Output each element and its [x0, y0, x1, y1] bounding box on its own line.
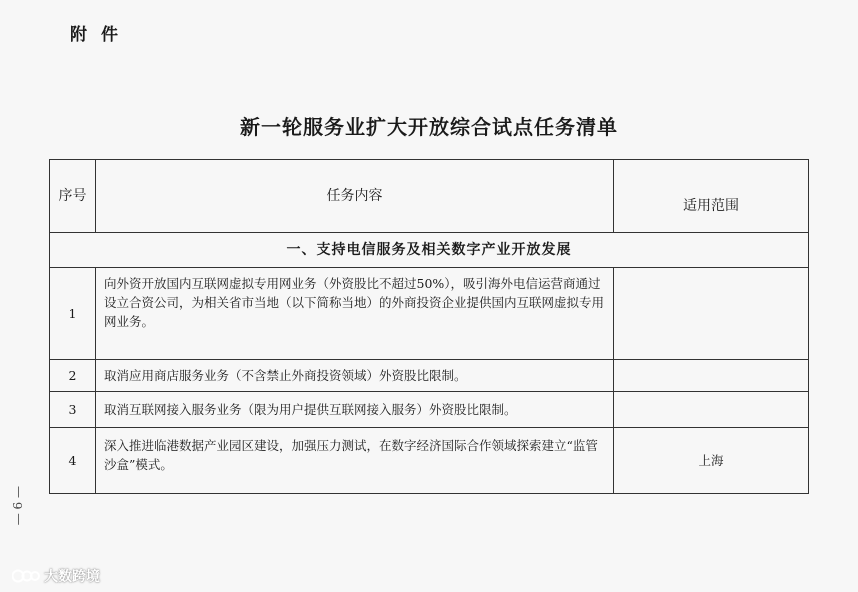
- table-header-row: [50, 160, 809, 233]
- row-num: 3: [50, 392, 96, 428]
- row-scope: [614, 268, 809, 360]
- row-content: 取消应用商店服务业务（不含禁止外商投资领域）外资股比限制。: [96, 360, 614, 392]
- header-content: 任务内容: [96, 160, 614, 233]
- row-scope: [614, 360, 809, 392]
- table-row: [50, 428, 809, 494]
- page-number: [10, 486, 25, 529]
- page-number-text: — 6 —: [11, 486, 25, 526]
- table-row: [50, 360, 809, 392]
- header-scope: 适用范围: [614, 160, 809, 233]
- watermark-logo-icon: [12, 568, 40, 584]
- row-num: 2: [50, 360, 96, 392]
- task-table: [49, 159, 809, 494]
- row-num: 1: [50, 268, 96, 360]
- row-scope: 上海: [614, 428, 809, 494]
- section-row: [50, 233, 809, 268]
- header-num: 序号: [50, 160, 96, 233]
- watermark-text: 大数跨境: [44, 569, 100, 585]
- row-scope: [614, 392, 809, 428]
- watermark: [12, 566, 100, 586]
- annex-label: 附件: [70, 25, 132, 45]
- row-content: 取消互联网接入服务业务（限为用户提供互联网接入服务）外资股比限制。: [96, 392, 614, 428]
- section-title: 一、支持电信服务及相关数字产业开放发展: [50, 233, 809, 268]
- table-row: [50, 392, 809, 428]
- table-row: [50, 268, 809, 360]
- document-title: 新一轮服务业扩大开放综合试点任务清单: [240, 115, 618, 139]
- row-content: 深入推进临港数据产业园区建设，加强压力测试，在数字经济国际合作领域探索建立“监管沙盒”模式。: [96, 428, 614, 494]
- row-content: 向外资开放国内互联网虚拟专用网业务（外资股比不超过50%），吸引海外电信运营商通过设立合资公司，为相关省市当地（以下简称当地）的外商投资企业提供国内互联网虚拟专用网业务。: [96, 268, 614, 360]
- row-num: 4: [50, 428, 96, 494]
